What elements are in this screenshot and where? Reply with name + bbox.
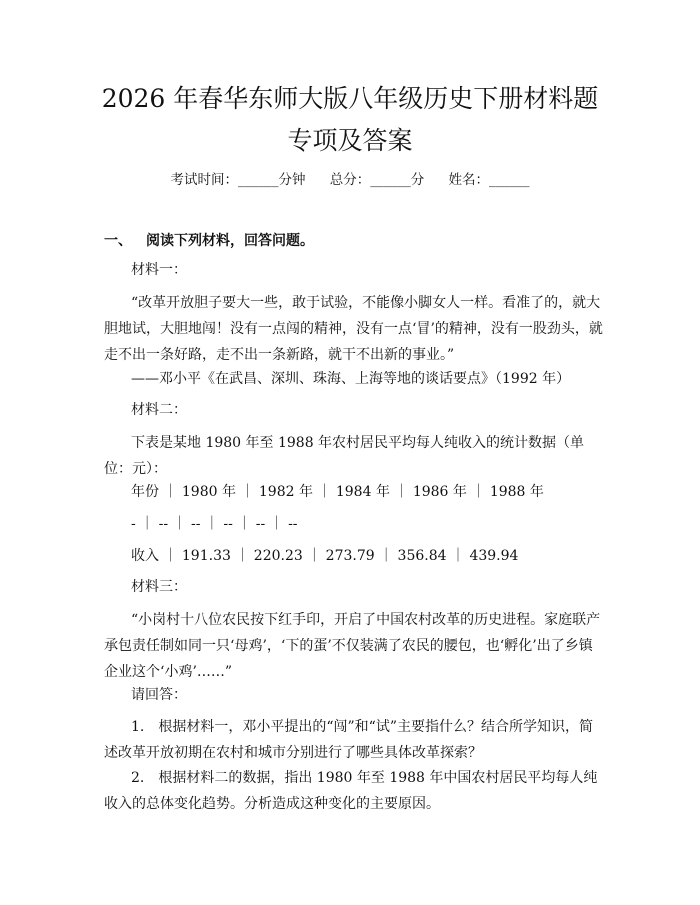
table-separator-row: - ｜ -- ｜ -- ｜ -- ｜ -- ｜ -- [131, 516, 298, 532]
title-line-1: 2026 年春华东师大版八年级历史下册材料题 [101, 84, 599, 113]
exam-time: 考试时间：______分钟 [170, 172, 306, 188]
section-heading [104, 228, 314, 254]
exam-score: 总分：______分 [329, 172, 425, 188]
material1-label: 材料一： [131, 262, 187, 278]
material2-label: 材料二： [131, 402, 187, 418]
material3-label: 材料三： [131, 579, 187, 595]
section-number: 一、 [104, 233, 132, 249]
exam-name: 姓名：______ [448, 172, 530, 188]
material1-quote: “改革开放胆子要大一些，敢于试验，不能像小脚女人一样。看准了的，就大胆地试，大胆地闯！没有一点闯的精神，没有一点‘冒’的精神，没有一股劲头，就走不出一条好路，走不出一条新路，就干不出新的事业。” [104, 295, 603, 363]
question-2: 2. 根据材料二的数据，指出 1980 年至 1988 年中国农村居民平均每人纯收入的总体变化趋势。分析造成这种变化的主要原因。 [104, 770, 598, 812]
material1-source: ——邓小平《在武昌、深圳、珠海、上海等地的谈话要点》（1992 年） [131, 371, 571, 387]
questions-label: 请回答： [131, 687, 187, 703]
document-title [60, 78, 640, 162]
table-header-row: 年份 ｜ 1980 年 ｜ 1982 年 ｜ 1984 年 ｜ 1986 年 ｜ 1988 年 [131, 484, 544, 500]
title-line-2: 专项及答案 [287, 126, 413, 155]
exam-meta [0, 168, 700, 188]
table-income-row: 收入 ｜ 191.33 ｜ 220.23 ｜ 273.79 ｜ 356.84 ｜ 439.94 [131, 548, 519, 564]
question-1: 1. 根据材料一，邓小平提出的“闯”和“试”主要指什么？结合所学知识，简述改革开放初期在农村和城市分别进行了哪些具体改革探索？ [104, 719, 593, 761]
material3-quote: “小岗村十八位农民按下红手印，开启了中国农村改革的历史进程。家庭联产承包责任制如同一只‘母鸡’，‘下的蛋’不仅装满了农民的腰包，也‘孵化’出了乡镇企业这个‘小鸡’……” [104, 612, 601, 680]
material2-intro: 下表是某地 1980 年至 1988 年农村居民平均每人纯收入的统计数据（单位：元）： [104, 435, 585, 477]
section-title: 阅读下列材料，回答问题。 [146, 233, 314, 249]
